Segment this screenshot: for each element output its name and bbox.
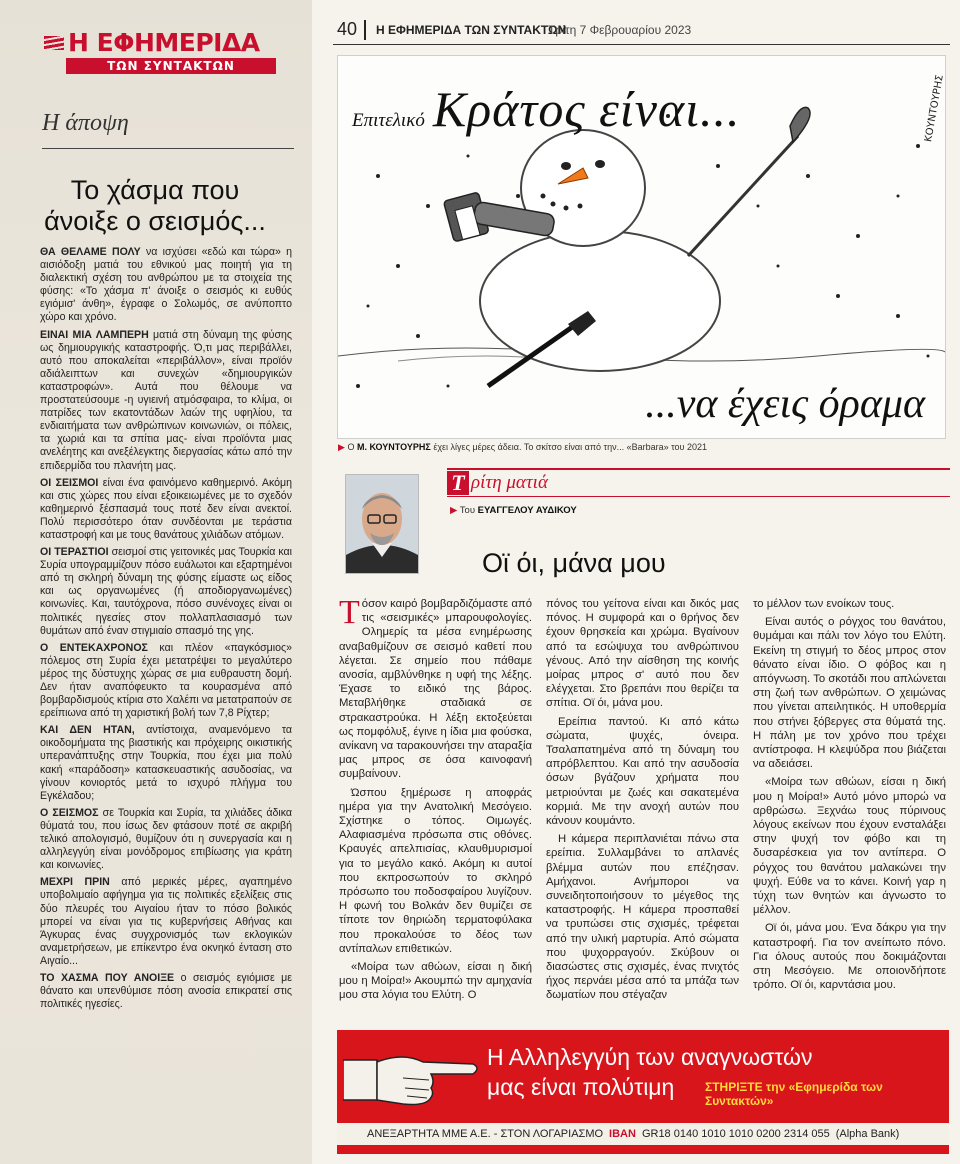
article-paragraph: «Μοίρα των αθώων, είσαι η δική μου η Μοίρα!» Ακουμπώ την αμηχανία μου στα λόγια του Ελύτη. Ο [339,961,532,1002]
cartoon-caption-big: Κράτος είναι... [432,81,741,137]
article-paragraph: Ερείπια παντού. Κι από κάτω σώματα, ψυχές, όνειρα. Τσαλαπατημένα από τη δύναμη του απρόβλεπτου. Και από την ασυδοσία όσων βγάζουν χρήματα που μετριούνται με ζωές και σακατεμένα κορμιά. Με την ανοχή αυτών που κάνουν κουμάντο. [546,715,739,828]
column-label [447,468,950,497]
cartoonist-name: Μ. ΚΟΥΝΤΟΥΡΗΣ [356,442,431,452]
header-rule [333,44,950,45]
column-label-text: ρίτη ματιά [471,472,548,493]
byline: ▶ Του ΕΥΑΓΓΕΛΟΥ ΑΥΔΙΚΟΥ [450,505,577,516]
iban-number: GR18 0140 1010 1010 0200 2314 055 [641,1128,830,1140]
article-paragraph: Η κάμερα περιπλανιέται πάνω στα ερείπια. Συλλαμβάνει το απλανές βλέμμα αυτών που επέζησαν. Αμήχανοι. Ανήμποροι να συνειδητοποιήσουν το μέγεθος της καταστροφής. Η κάμερα προσπαθεί να τρυπώσει στις σχισμές, τρέφεται από την υλική μαρτυρία. Από σώματα που ψυχορραγούν. Σκύβουν οι διασώστες στις σχισμές, ένας πνιχτός ήχος περνάει μέσα από τα μπάζα των δωματίων που στέγαζαν [546,833,739,1002]
author-portrait-icon [346,475,418,573]
author-name: ΕΥΑΓΓΕΛΟΥ ΑΥΔΙΚΟΥ [477,505,577,516]
article-paragraph: Είναι αυτός ο ρόγχος του θανάτου, θυμάμαι και πάλι τον λόγο του Ελύτη. Εκείνη τη στιγμή το δέος μπρος στον θάνατο είναι ίδιο. Ο φόβος και η απόγνωση. Το σκοτάδι που απλώνεται στη ζωή των ανθρώπων. Ο χειμώνας που γίνεται απειλητικός. Η υποθερμία που στήνει ξόβεργες στα θύματά της. Η πάλη με τον χρόνο που τρέχει αντίστροφα. Η κλεψύδρα που βιάζεται να αδειάσει. [753,616,946,771]
triangle-bullet-icon: ▶ [338,442,345,452]
cartoon-caption-top [352,80,741,138]
pointing-hand-icon [343,1038,483,1118]
article-column-2 [546,597,739,1017]
opinion-paragraph: ΕΙΝΑΙ ΜΙΑ ΛΑΜΠΕΡΗ ματιά στη δύναμη της φύσης ως δημιουργικής καταστροφής. Ό,τι μας περιβάλλει, αυτό που αποκαλείται «περιβάλλον», είναι προϊόν αδιάλειπτων και συνεχών «δημιουργικών καταστροφών». Αυτά που θέλουμε να προστατεύσουμε -η υγιεινή ατμόσφαιρα, το κλίμα, οι πατρίδες των εκατοντάδων λαών της υφηλίου, τα ενδιαιτήματα των ανθρώπινων κοινωνιών, οι πόλεις, τα χωριά και τα σπίτια μας- είναι προϊόντα μιας ανελέητης και ανεξέλεγκτης διεργασίας κάτω από την επιδερμίδα του πλανήτη μας. [40,328,293,472]
column-label-initial: Τ [447,471,469,495]
opinion-paragraph: ΟΙ ΣΕΙΣΜΟΙ είναι ένα φαινόμενο καθημερινό. Ακόμη και στις χώρες που είναι εξοικειωμένες με το σχεδόν καθημερινό ξέσπασμά τους ποτέ δεν είναι ανεκτοί. Πολύ περισσότερο όταν συνδέονται με τεράστια καταστροφή και με τους θανάτους χιλιάδων ατόμων. [40,476,293,541]
article-paragraph: πόνος του γείτονα είναι και δικός μας πόνος. Η συμφορά και ο θρήνος δεν έχουν θρησκεία και χρώμα. Βγαίνουν από τα εσώψυχα του ανθρώπινου γένους. Από την αίσθηση της κοινής μοίρας μπρος σ' αυτό που δεν ελέγχεται. Στο βρεπάνι που θερίζει τα σπίτια. Οϊ όι, μάνα μου. [546,598,739,710]
opinion-paragraph: Ο ΕΝΤΕΚΑΧΡΟΝΟΣ και πλέον «παγκόσμιος» πόλεμος στη Συρία έχει μετατρέψει το μεγαλύτερο μέρος της δύστυχης χώρας σε μια ευθραυστη δομή. Δεν ήταν αναπόφευκτο τα κουρασμένα από βομβαρδισμούς κτίρια στο Χαλέπι να μετατραπούν σε ερείπιωνα από τη χαριστική βολή των 7,8 Ρίχτερ; [40,641,292,720]
header-paper-name: Η ΕΦΗΜΕΡΙΔΑ ΤΩΝ ΣΥΝΤΑΚΤΩΝ [376,23,567,37]
masthead-subtitle: ΤΩΝ ΣΥΝΤΑΚΤΩΝ [66,58,276,74]
author-photo [345,474,419,574]
masthead-title: Η ΕΦΗΜΕΡΙΔΑ [68,28,260,57]
opinion-column [0,0,312,1164]
bank-account-bar [337,1123,949,1145]
opinion-paragraph: ΟΙ ΤΕΡΑΣΤΙΟΙ σεισμοί στις γειτονικές μας Τουρκία και Συρία υπογραμμίζουν πόσο ευάλωτοι και εξαρτημένοι από τη σκληρή δύναμη της φύσης είμαστε ως είδος και ως οργανωμένες (ή αποδιοργανωμένες) κοινωνίες. Και, ταυτόχρονα, πόσο συνένοχες είναι οι πολιτικές ηγεσίες στον πολλαπλασιασμό των θυμάτων από έναν στιγμιαίο σπασμό της γης. [40,546,292,637]
iban-label: IBAN [609,1128,636,1140]
page-number: 40 [337,19,358,39]
section-divider [42,148,294,149]
article-paragraph: «Μοίρα των αθώων, είσαι η δική μου η Μοίρα!» Αυτό μόνο μπορώ να αρθρώσω. Ξεχνάω τους πύρινους λόγους εκείνων που έχουν ενσταλάξει στην ψυχή τον φόβο και τη δυσαρέσκεια για τον αντίπερα. Ο ρόγχος του θανάτου μαλακώνει την ψυχή. Εύθε να το κάνει. Κοινή γαρ η τύχη των θνητών και άγνωστο το μέλλον. [753,776,946,917]
ad-call-to-action[interactable]: ΣΤΗΡΙΞΤΕ την «Εφημερίδα των Συντακτών» [705,1080,883,1108]
drop-cap: Τ [339,594,360,631]
cartoon-caption-bottom: ...να έχεις όραμα [645,381,925,427]
article-title: Οϊ όι, μάνα μου [482,548,666,578]
article-paragraph: Οϊ όι, μάνα μου. Ένα δάκρυ για την καταστροφή. Για τον ανείπωτο πόνο. Για όλους αυτούς που δοκιμάζονται στη Μεσόγειο. Με οποιονδήποτε τρόπο. Οϊ όι, καρντάσια μου. [753,922,946,992]
article-paragraph: Ώσπου ξημέρωσε η αποφράς ημέρα για την Ανατολική Μεσόγειο. Σχίστηκε ο τόπος. Οιμωγές. Αλαφιασμένα πρόσωπα στις οθόνες. Κραυγές απελπισίας, κλαυθμυρισμοί για το μεγάλο κακό. Ακόμη κι αυτοί που εκπροσωπούν το σκληρό πρόσωπο του ποδοσφαίρου λυγίζουν. Η φωνή του Βολκάν δεν θυμίζει σε τίποτε τον θηριώδη τερματοφύλακα που προκαλούσε το δέος των αντίπαλων επιθετικών. [339,786,532,955]
ad-headline: Η Αλληλεγγύη των αναγνωστών [487,1044,813,1070]
ad-subheadline: μας είναι πολύτιμη [487,1074,675,1100]
masthead-stripes-icon [44,36,64,50]
opinion-paragraph: ΘΑ ΘΕΛΑΜΕ ΠΟΛΥ να ισχύσει «εδώ και τώρα» η αισιόδοξη ματιά του εθνικού μας ποιητή για τη διαλεκτική σχέση του ανθρώπου με τα στοιχεία της φύσης: «Το χάσμα π' άνοιξε ο σεισμός κι ευθύς εγιόμισ' άνθη», έγραφε ο Σολωμός, σε ανύποπτο χώρο και χρόνο. [40,246,292,324]
header-date: Τρίτη 7 Φεβρουαρίου 2023 [548,23,692,37]
opinion-paragraph: ΜΕΧΡΙ ΠΡΙΝ από μερικές μέρες, αγαπημένο υποβολιμαίο αφήγημα για τις πολιτικές εξελίξεις στις δύο πλευρές του Αιγαίου ήταν το πόσο βολικός μπορεί να είναι για τις κυβερνήσεις Αθήνας και Άγκυρας ένας συγχρονισμός των εκλογικών αναμετρήσεων, με επίκεντρο ένα οκνηκό ένταση στο Αιγαίο... [40,876,292,967]
cartoonist-signature: ΚΟΥΝΤΟΥΡΗΣ [923,74,946,143]
editorial-cartoon [337,55,946,439]
triangle-bullet-icon: ▶ [450,505,458,516]
opinion-paragraph: Ο ΣΕΙΣΜΟΣ σε Τουρκία και Συρία, τα χιλιάδες άδικα θύματά του, που ίσως δεν φτάσουν ποτέ σε ακριβή τελικό απολογισμό, θυμίζουν ότι η συνεργασία και η αλληλεγγύη είναι μονόδρομος επιβίωσης για κράτη και κοινωνίες. [40,806,292,872]
article-body [339,594,946,1017]
cartoon-caption-small: Επιτελικό [352,110,425,131]
opinion-paragraph: ΚΑΙ ΔΕΝ ΗΤΑΝ, αντίστοιχα, αναμενόμενο τα οικοδομήματα της βιαστικής και πρόχειρης οικιστικής υπερανάπτυξης στην Τουρκία, που έχει μια πολύ κακή «παράδοση» κατασκευαστικής ασυδοσίας, να γίνουν κονιορτός μετά το ισχυρό πλήγμα του Εγκέλαδου; [40,724,292,802]
article-paragraph: το μέλλον των ενοίκων τους. [753,598,895,610]
solidarity-ad-banner[interactable] [337,1030,949,1154]
bank-name: (Alpha Bank) [835,1128,900,1140]
article-paragraph: Τόσον καιρό βομβαρδιζόμαστε από τις «σεισμικές» μπαρουφολογίες. Ολημερίς τα μέσα ενημέρωσης αναβαθμίζουν σε σεισμό καθετί που λέγεται. Σε σημείο που πάθαμε ανοσία, αμβλύνθηκε η υφή της λέξης. Έχασε το ειδικό της βάρος. Μεταβλήθηκε σταδιακά σε στρακαστρούκα. Η λέξη εκτοξεύεται ως πομφόλυξ, έγινε η ίδια μια φούσκα, ανίκανη να ταρακουνήσει την αταραξία μας μπρος σε όσα καινοφανή συμβαίνουν. [339,594,532,781]
opinion-body [40,246,292,1015]
article-column-1 [339,594,532,1017]
cartoon-credit: ▶ Ο Μ. ΚΟΥΝΤΟΥΡΗΣ έχει λίγες μέρες άδεια. Το σκίτσο είναι από την... «Barbara» του 2021 [338,442,708,452]
section-label: Η άποψη [42,110,129,136]
header-separator [364,20,366,40]
opinion-paragraph: ΤΟ ΧΑΣΜΑ ΠΟΥ ΑΝΟΙΞΕ ο σεισμός εγιόμισε με θάνατο και υπενθύμισε πόση ανοσία επικρατεί στις πολιτικές ηγεσίες. [40,971,292,1011]
opinion-headline: Το χάσμα που άνοιξε ο σεισμός... [44,175,266,236]
bank-account-text: ΑΝΕΞΑΡΤΗΤΑ ΜΜΕ Α.Ε. - ΣΤΟΝ ΛΟΓΑΡΙΑΣΜΟ [367,1128,604,1140]
article-column-3 [753,597,946,1017]
masthead-logo[interactable] [44,28,276,74]
